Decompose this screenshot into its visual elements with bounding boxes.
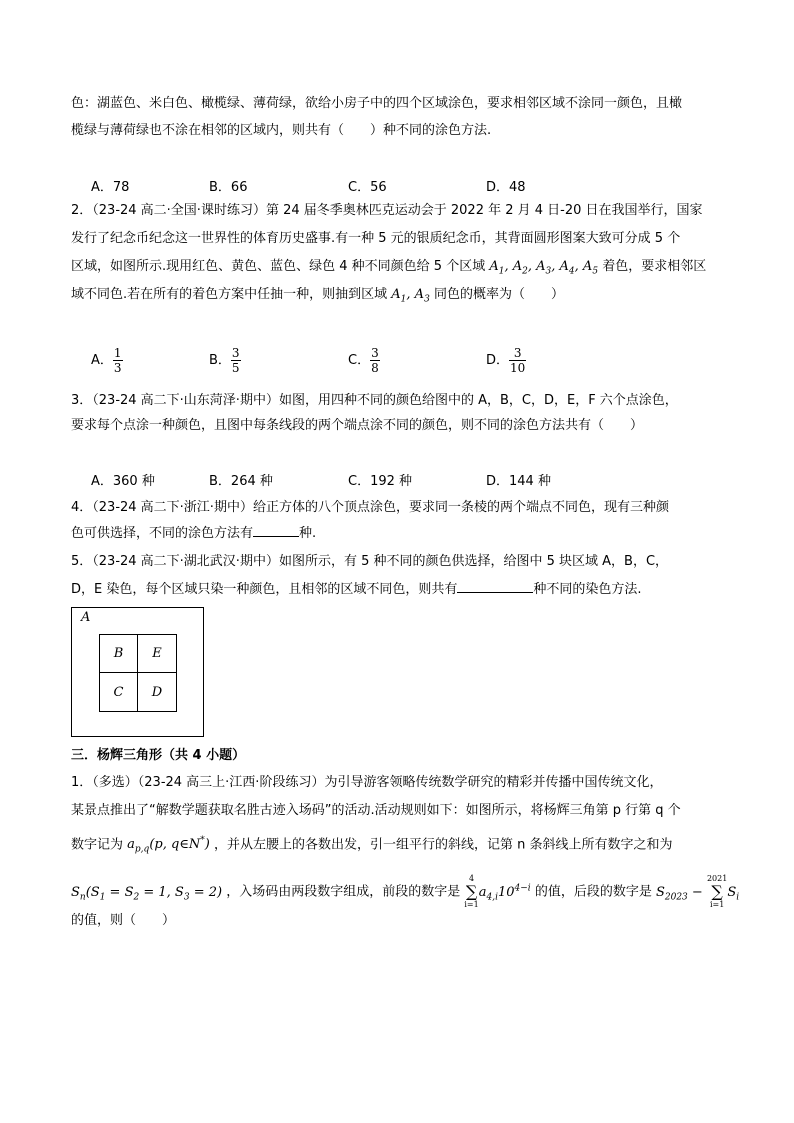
fraction bbox=[231, 346, 241, 375]
s3-q1-line-4 bbox=[71, 874, 739, 910]
q2-line-3-start: 区域，如图所示.现用红色、黄色、蓝色、绿色 4 种不同颜色给 5 个区域 bbox=[71, 259, 486, 274]
math-s-2023: $S_{2023}$ − bbox=[655, 884, 703, 903]
region-figure bbox=[71, 607, 204, 737]
q5-line-2-start: D，E 染色，每个区域只染一种颜色，且相邻的区域不同色，则共有 bbox=[71, 582, 458, 597]
math-region-list: $A_1$, $A_2$, $A_3$, $A_4$, $A_5$ bbox=[489, 259, 599, 277]
region-label-a: A bbox=[81, 610, 91, 625]
s3-line-4-mid: 的值，后段的数字是 bbox=[534, 884, 652, 900]
q3-line-1: 3．（23-24 高二下·山东菏泽·期中）如图，用四种不同的颜色给图中的 A，B，C，D，E，F 六个点涂色， bbox=[71, 393, 678, 408]
denominator: 5 bbox=[231, 361, 240, 375]
answer-blank[interactable] bbox=[253, 524, 299, 537]
region-b: B bbox=[100, 635, 138, 673]
option-a[interactable]: A．78 bbox=[91, 180, 130, 195]
option-label: D． bbox=[486, 353, 510, 368]
numerator: 3 bbox=[231, 346, 240, 360]
q3-option-a[interactable]: A．360 种 bbox=[91, 474, 155, 489]
q5-line-2-end: 种不同的染色方法. bbox=[533, 582, 642, 597]
math-sum-term: $a_{4,i}10^{4-i}$ bbox=[478, 883, 531, 903]
q2-line-4-end: 同色的概率为（ ） bbox=[433, 287, 564, 302]
q3-line-2: 要求每个点涂一种颜色，且图中每条线段的两个端点涂不同的颜色，则不同的涂色方法共有（ ） bbox=[71, 418, 644, 433]
q2-line-1: 2．（23-24 高二·全国·课时练习）第 24 届冬季奥林匹克运动会于 2022 年 2 月 4 日-20 日在我国举行，国家 bbox=[71, 203, 703, 218]
q3-option-b[interactable]: B．264 种 bbox=[209, 474, 273, 489]
q4-line-2-start: 色可供选择，不同的涂色方法有 bbox=[71, 526, 254, 541]
q2-option-c[interactable] bbox=[348, 346, 380, 375]
denominator: 10 bbox=[510, 361, 526, 375]
option-label: C． bbox=[348, 353, 371, 368]
answer-blank[interactable] bbox=[457, 580, 533, 593]
q2-line-3-end: 着色，要求相邻区 bbox=[602, 259, 707, 274]
fraction bbox=[509, 346, 526, 375]
s3-q1-line-2: 某景点推出了“解数学题获取名胜古迹入场码”的活动.活动规则如下：如图所示，将杨辉三角第 p 行第 q 个 bbox=[71, 803, 681, 818]
s3-line-3-end: ，并从左腰上的各数出发，引一组平行的斜线，记第 n 条斜线上所有数字之和为 bbox=[214, 837, 673, 853]
intro-line-1: 色：湖蓝色、米白色、橄榄绿、薄荷绿，欲给小房子中的四个区域涂色，要求相邻区域不涂同一颜色，且橄 bbox=[71, 96, 683, 111]
q2-line-2: 发行了纪念币纪念这一世界性的体育历史盛事.有一种 5 元的银质纪念币，其背面圆形图案大致可分成 5 个 bbox=[71, 231, 681, 246]
q3-option-d[interactable]: D．144 种 bbox=[486, 474, 551, 489]
q2-line-4 bbox=[71, 285, 564, 310]
q2-option-a[interactable] bbox=[91, 346, 123, 375]
math-s-n: $S_n(S_1 = S_2 = 1$, $S_3 = 2$) bbox=[71, 884, 223, 903]
option-label: B． bbox=[209, 353, 231, 368]
q5-line-1: 5．（23-24 高二下·湖北武汉·期中）如图所示，有 5 种不同的颜色供选择，给图中 5 块区域 A，B，C， bbox=[71, 554, 669, 569]
s3-line-3-start: 数字记为 bbox=[71, 837, 124, 853]
q5-line-2 bbox=[71, 580, 642, 600]
option-b[interactable]: B．66 bbox=[209, 180, 248, 195]
numerator: 3 bbox=[509, 346, 526, 361]
denominator: 8 bbox=[371, 361, 379, 375]
q4-line-2 bbox=[71, 524, 316, 544]
q4-line-1: 4．（23-24 高二下·浙江·期中）给正方体的八个顶点涂色，要求同一条棱的两个端点不同色，现有三种颜 bbox=[71, 500, 669, 515]
s3-line-4-start: ，入场码由两段数字组成，前段的数字是 bbox=[226, 884, 461, 900]
fraction bbox=[370, 346, 380, 375]
region-e: E bbox=[138, 635, 176, 673]
math-a-pq: $a_{p,q}(p$, q∈N*) bbox=[127, 836, 210, 855]
q2-line-3 bbox=[71, 257, 706, 282]
q2-option-b[interactable] bbox=[209, 346, 241, 375]
q4-line-2-end: 种. bbox=[299, 526, 317, 541]
region-d: D bbox=[151, 684, 163, 700]
s3-q1-line-1: 1．（多选）（23-24 高三上·江西·阶段练习）为引导游客领略传统数学研究的精彩并传播中国传统文化， bbox=[71, 775, 663, 790]
region-c: C bbox=[100, 673, 138, 711]
numerator: 1 bbox=[113, 346, 122, 360]
q2-option-d[interactable] bbox=[486, 346, 526, 375]
option-label: A． bbox=[91, 353, 113, 368]
numerator: 3 bbox=[371, 346, 379, 360]
q2-line-4-start: 域不同色.若在所有的着色方案中任抽一种，则抽到区域 bbox=[71, 287, 388, 302]
option-c[interactable]: C．56 bbox=[348, 180, 387, 195]
inner-grid bbox=[99, 634, 177, 712]
s3-q1-line-5: 的值，则（ ） bbox=[71, 913, 176, 928]
math-regions-a1-a3: $A_1$, $A_3$ bbox=[391, 287, 430, 305]
fraction bbox=[113, 346, 123, 375]
denominator: 3 bbox=[113, 361, 122, 375]
intro-line-2: 榄绿与薄荷绿也不涂在相邻的区域内，则共有（ ）种不同的涂色方法. bbox=[71, 123, 492, 138]
option-d[interactable]: D．48 bbox=[486, 180, 526, 195]
s3-q1-line-3 bbox=[71, 831, 673, 860]
math-s-i: $S_i$ bbox=[727, 884, 740, 903]
sum-symbol: 4 ∑ i=1 bbox=[464, 874, 479, 909]
sum-symbol: 2021 ∑ i=1 bbox=[706, 874, 728, 909]
section-heading: 三．杨辉三角形（共 4 小题） bbox=[71, 748, 246, 763]
q3-option-c[interactable]: C．192 种 bbox=[348, 474, 413, 489]
